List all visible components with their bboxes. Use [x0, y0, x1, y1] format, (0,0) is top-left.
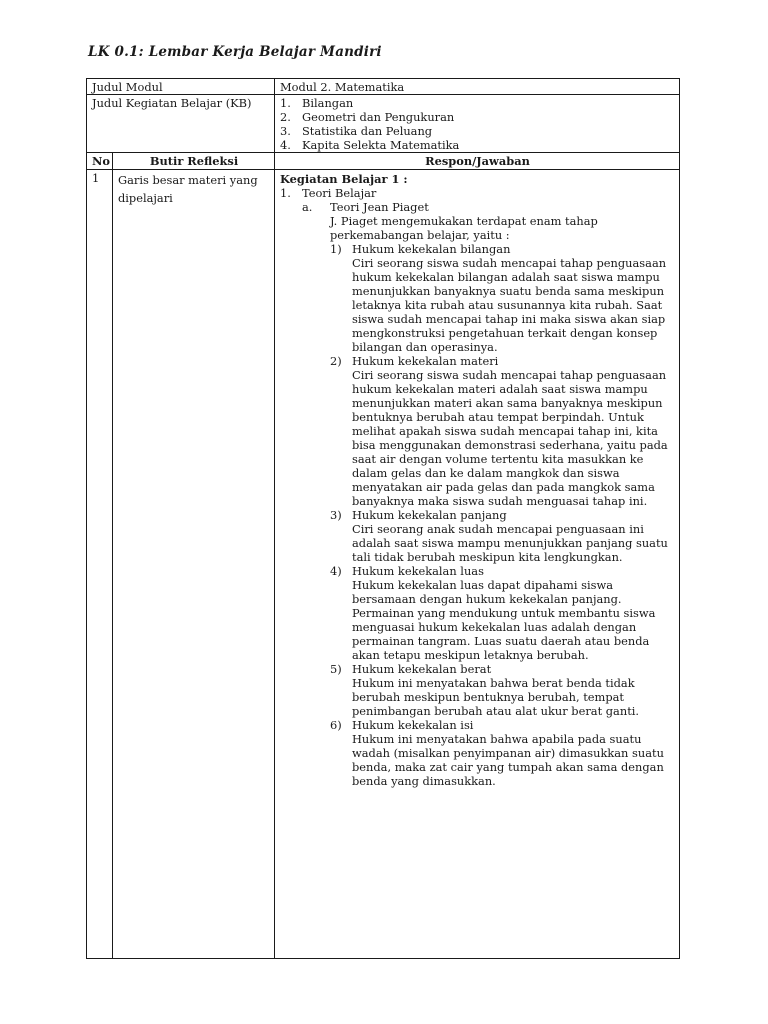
row-judul-modul	[87, 79, 680, 95]
section-heading	[280, 186, 675, 200]
hukum-title: Hukum kekekalan berat	[352, 662, 492, 676]
kb-item-number: 3.	[280, 124, 291, 138]
hukum-description: Hukum ini menyatakan bahwa apabila pada suatu wadah (misalkan penyimpanan air) dimasukkan suatu benda, maka zat cair yang tumpah akan sama dengan benda yang dimasukkan.	[352, 732, 664, 788]
hukum-number: 3)	[330, 508, 342, 522]
hukum-body	[352, 662, 675, 718]
kb-item-text: Geometri dan Pengukuran	[302, 110, 455, 124]
worksheet-table	[86, 78, 680, 959]
hukum-title: Hukum kekekalan isi	[352, 718, 474, 732]
list-item	[330, 564, 675, 662]
row-judul-kb	[87, 95, 680, 153]
subsection-heading	[280, 200, 675, 214]
hukum-body	[352, 354, 675, 508]
hukum-number: 2)	[330, 354, 342, 368]
kegiatan-belajar-heading: Kegiatan Belajar 1 :	[280, 172, 408, 186]
kb-list-cell	[275, 95, 680, 153]
hukum-number: 5)	[330, 662, 342, 676]
hukum-description: Hukum ini menyatakan bahwa berat benda tidak berubah meskipun bentuknya berubah, tempat penimbangan berubah atau alat ukur berat ganti.	[352, 676, 640, 718]
respon-cell	[275, 170, 680, 959]
header-butir-refleksi: Butir Refleksi	[113, 153, 275, 170]
judul-modul-value: Modul 2. Matematika	[275, 79, 680, 95]
judul-modul-label: Judul Modul	[87, 79, 275, 95]
kb-list-item	[280, 96, 675, 110]
subsection-title: Teori Jean Piaget	[330, 200, 429, 214]
butir-refleksi-text: Garis besar materi yang dipelajari	[113, 170, 275, 959]
hukum-title: Hukum kekekalan luas	[352, 564, 484, 578]
kb-item-text: Kapita Selekta Matematika	[302, 138, 460, 152]
hukum-body	[352, 564, 675, 662]
list-item	[330, 718, 675, 788]
document-title: LK 0.1: Lembar Kerja Belajar Mandiri	[88, 44, 382, 60]
section-title: Teori Belajar	[302, 186, 377, 200]
kb-list-item	[280, 110, 675, 124]
hukum-body	[352, 242, 675, 354]
subsection-letter: a.	[302, 200, 313, 214]
kb-item-text: Statistika dan Peluang	[302, 124, 433, 138]
list-item	[330, 242, 675, 354]
hukum-description: Ciri seorang siswa sudah mencapai tahap penguasaan hukum kekekalan materi adalah saat siswa mampu menunjukkan materi akan sama banyaknya meskipun bentuknya berubah atau tempat berpindah. Untuk melihat apakah siswa sudah mencapai tahap ini, kita bisa menggunakan demonstrasi sederhana, yaitu pada saat air dengan volume tertentu kita masukkan ke dalam gelas dan ke dalam mangkok dan siswa menyatakan air pada gelas dan pada mangkok sama banyaknya maka siswa sudah menguasai tahap ini.	[352, 368, 668, 508]
row-number: 1	[87, 170, 113, 959]
section-number: 1.	[280, 186, 291, 200]
hukum-title: Hukum kekekalan panjang	[352, 508, 507, 522]
hukum-number: 4)	[330, 564, 342, 578]
hukum-title: Hukum kekekalan bilangan	[352, 242, 511, 256]
judul-kb-label: Judul Kegiatan Belajar (KB)	[87, 95, 275, 153]
table-header-row	[87, 153, 680, 170]
hukum-number: 1)	[330, 242, 342, 256]
hukum-list	[280, 242, 675, 788]
table-row	[87, 170, 680, 959]
kb-item-number: 2.	[280, 110, 291, 124]
kb-list-item	[280, 138, 675, 152]
list-item	[330, 354, 675, 508]
kb-list	[280, 96, 675, 152]
kb-item-text: Bilangan	[302, 96, 354, 110]
list-item	[330, 662, 675, 718]
hukum-description: Ciri seorang siswa sudah mencapai tahap penguasaan hukum kekekalan bilangan adalah saat siswa mampu menunjukkan banyaknya suatu benda sama meskipun letaknya kita rubah atau susunannya kita rubah. Saat siswa sudah mencapai tahap ini maka siswa akan siap mengkonstruksi pengetahuan terkait dengan konsep bilangan dan operasinya.	[352, 256, 667, 354]
header-respon-jawaban: Respon/Jawaban	[275, 153, 680, 170]
hukum-description: Ciri seorang anak sudah mencapai penguasaan ini adalah saat siswa mampu menunjukkan panjang suatu tali tidak berubah meskipun kita lengkungkan.	[352, 522, 668, 564]
header-no: No	[87, 153, 113, 170]
hukum-number: 6)	[330, 718, 342, 732]
list-item	[330, 508, 675, 564]
kb-item-number: 4.	[280, 138, 291, 152]
hukum-description: Hukum kekekalan luas dapat dipahami siswa bersamaan dengan hukum kekekalan panjang. Permainan yang mendukung untuk membantu siswa menguasai hukum kekekalan luas adalah dengan permainan tangram. Luas suatu daerah atau benda akan tetapu meskipun letaknya berubah.	[352, 578, 656, 662]
kb-item-number: 1.	[280, 96, 291, 110]
hukum-body	[352, 718, 675, 788]
hukum-title: Hukum kekekalan materi	[352, 354, 499, 368]
hukum-body	[352, 508, 675, 564]
kb-list-item	[280, 124, 675, 138]
intro-paragraph: J. Piaget mengemukakan terdapat enam tahap perkemabangan belajar, yaitu :	[330, 214, 598, 242]
